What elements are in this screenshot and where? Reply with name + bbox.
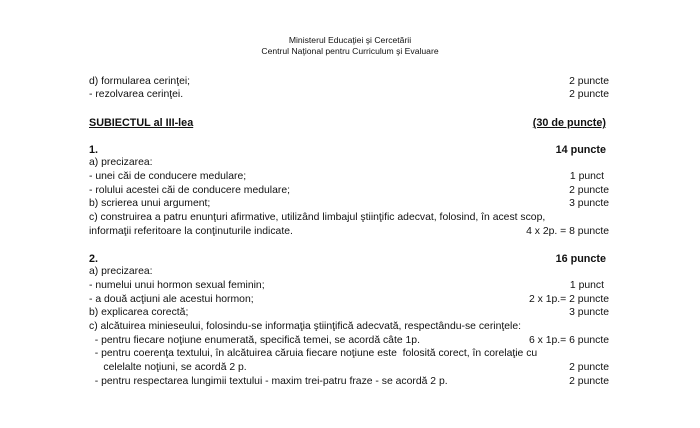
criteria-row xyxy=(89,226,609,238)
criteria-row xyxy=(89,198,609,210)
criteria-points: 2 puncte xyxy=(569,89,609,100)
criteria-row xyxy=(89,171,609,183)
criteria-row xyxy=(89,185,609,197)
criteria-points: 6 x 1p.= 6 puncte xyxy=(528,335,609,346)
criteria-label: celelalte noţiuni, se acordă 2 p. xyxy=(89,362,247,373)
criteria-row xyxy=(89,335,609,347)
criteria-label: b) scrierea unui argument; xyxy=(89,198,211,209)
item-number: 1. xyxy=(89,144,99,156)
criteria-label: - pentru coerenţa textului, în alcătuirea căruia fiecare noţiune este folosită corect, în corelaţie cu xyxy=(89,348,538,359)
subject-points: (30 de puncte) xyxy=(532,117,606,129)
item-points: 16 puncte xyxy=(555,253,606,265)
item-number: 2. xyxy=(89,253,99,265)
criteria-label: b) explicarea corectă; xyxy=(89,307,189,318)
criteria-row xyxy=(89,212,609,224)
criteria-row xyxy=(89,307,609,319)
criteria-label: - unei căi de conducere medulare; xyxy=(89,171,247,182)
header-center: Centrul Naţional pentru Curriculum şi Evaluare xyxy=(261,46,439,56)
criteria-points: 4 x 2p. = 8 puncte xyxy=(526,226,609,237)
criteria-row xyxy=(89,294,609,306)
criteria-row xyxy=(89,376,609,388)
criteria-label: - pentru fiecare noţiune enumerată, specifică temei, se acordă câte 1p. xyxy=(89,335,420,346)
criteria-label: d) formularea cerinţei; xyxy=(89,76,191,87)
criteria-points: 2 x 1p.= 2 puncte xyxy=(528,294,609,305)
header-ministry: Ministerul Educaţiei şi Cercetării xyxy=(288,35,412,45)
criteria-label: - rezolvarea cerinţei. xyxy=(89,89,184,100)
criteria-points: 1 punct xyxy=(569,280,604,291)
criteria-points: 3 puncte xyxy=(569,198,609,209)
criteria-row xyxy=(89,321,609,333)
criteria-row xyxy=(89,157,609,169)
criteria-label: a) precizarea: xyxy=(89,266,153,277)
criteria-label: - a două acţiuni ale acestui hormon; xyxy=(89,294,254,305)
subject-heading xyxy=(89,117,606,129)
item-heading xyxy=(89,144,606,156)
criteria-label: - rolului acestei căi de conducere medulare; xyxy=(89,185,290,196)
item-heading xyxy=(89,253,606,265)
criteria-label: a) precizarea: xyxy=(89,157,153,168)
subject-title: SUBIECTUL al III-lea xyxy=(89,117,194,129)
criteria-label: - numelui unui hormon sexual feminin; xyxy=(89,280,265,291)
criteria-row xyxy=(89,89,609,101)
criteria-label: c) construirea a patru enunţuri afirmative, utilizând limbajul ştiinţific adecvat, folosind, în acest scop, xyxy=(89,212,546,223)
criteria-row xyxy=(89,362,609,374)
criteria-points: 1 punct xyxy=(569,171,604,182)
criteria-points: 2 puncte xyxy=(569,362,609,373)
criteria-points: 3 puncte xyxy=(569,307,609,318)
criteria-row xyxy=(89,348,609,360)
criteria-points: 2 puncte xyxy=(569,185,609,196)
item-points: 14 puncte xyxy=(555,144,606,156)
criteria-row xyxy=(89,76,609,88)
criteria-row xyxy=(89,280,609,292)
criteria-row xyxy=(89,266,609,278)
criteria-label: c) alcătuirea minieseului, folosindu-se informaţia ştiinţifică adecvată, respectându-se cerinţele: xyxy=(89,321,522,332)
criteria-points: 2 puncte xyxy=(569,76,609,87)
criteria-points: 2 puncte xyxy=(569,376,609,387)
criteria-label: - pentru respectarea lungimii textului - maxim trei-patru fraze - se acordă 2 p. xyxy=(89,376,448,387)
criteria-label: informaţii referitoare la conţinuturile indicate. xyxy=(89,226,293,237)
